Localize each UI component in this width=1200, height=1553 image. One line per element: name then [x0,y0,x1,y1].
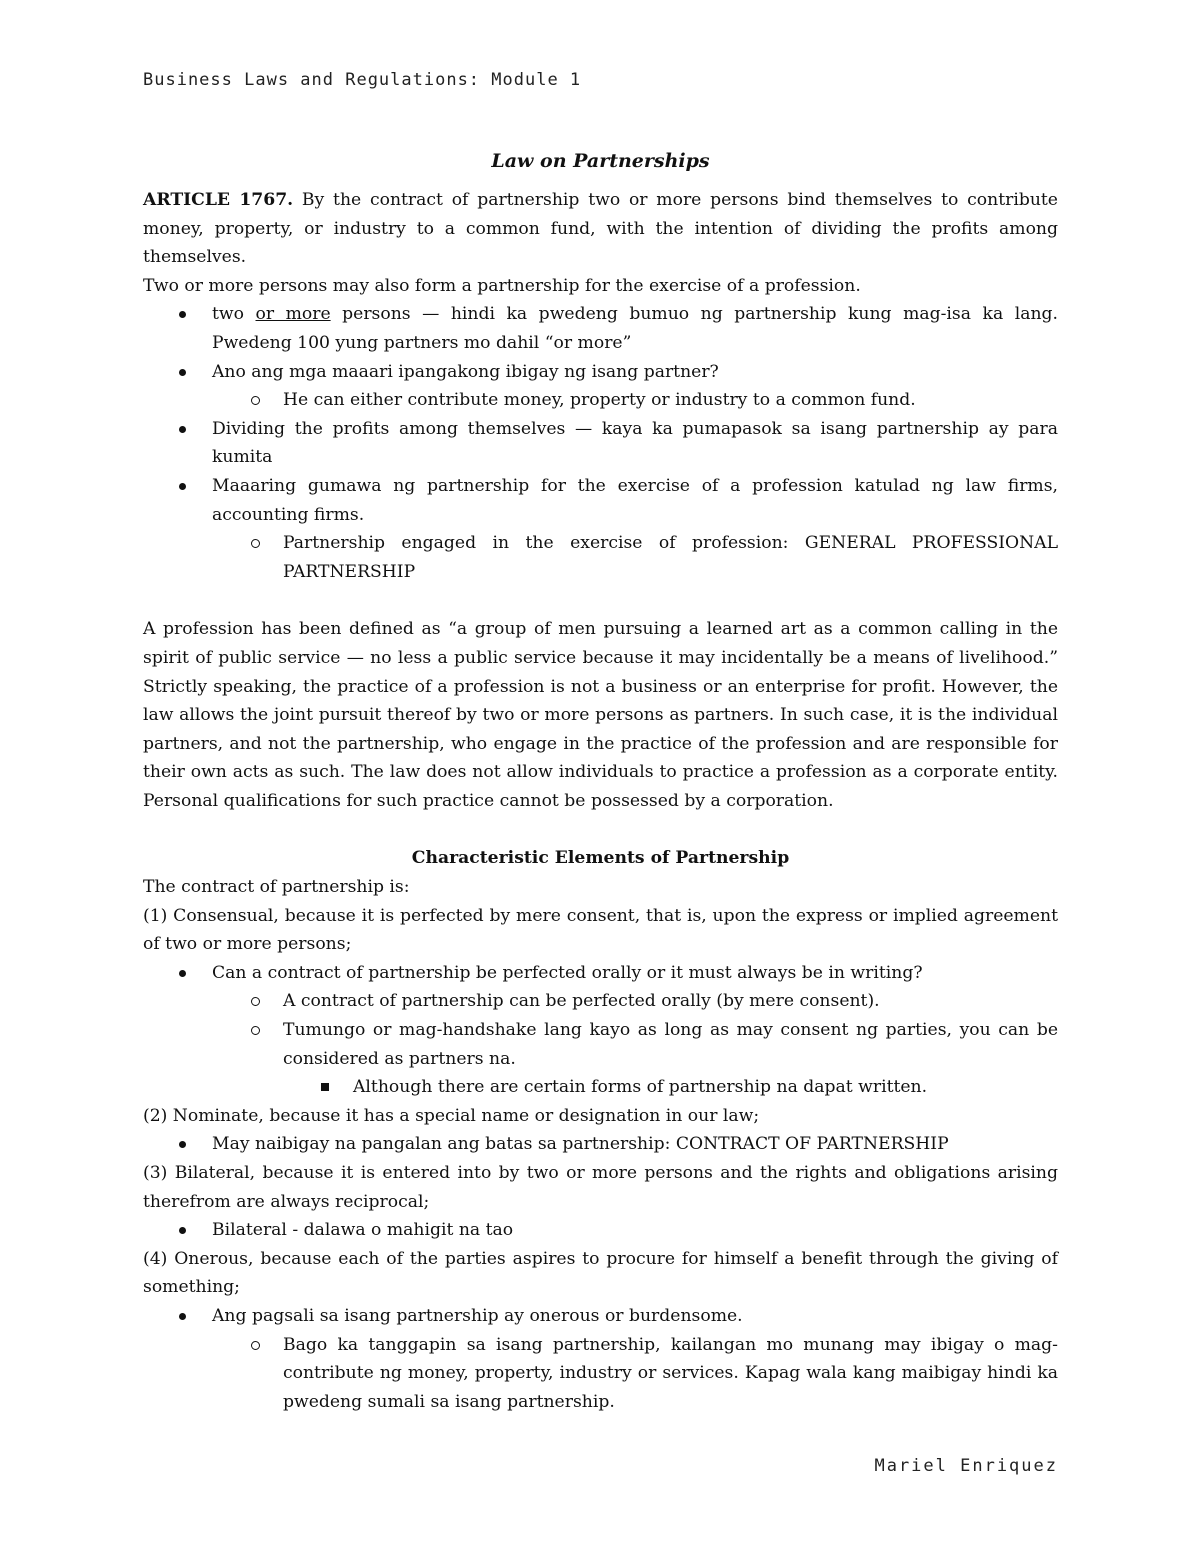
profession-paragraph: A profession has been defined as “a group of men pursuing a learned art as a common calling in the spirit of public service — no less a public service because it may incidentally be a means of livelihood.” Strictly speaking, the practice of a profession is not a business or an enterprise for profit. However, the law allows the joint pursuit thereof by two or more persons as partners. In such case, it is the individual partners, and not the partnership, who engage in the practice of the profession and are responsible for their own acts as such. The law does not allow individuals to practice a profession as a corporate entity. Personal qualifications for such practice cannot be possessed by a corporation. [143,619,1058,811]
page-content [143,146,1058,1416]
element-nominate: (2) Nominate, because it has a special name or designation in our law; [143,1105,760,1126]
bullet-icon [179,426,186,433]
sub-list-item [143,1016,1058,1073]
element-bilateral: (3) Bilateral, because it is entered into by two or more persons and the rights and obligations arising therefrom are always reciprocal; [143,1163,1058,1212]
spacer [143,586,1058,615]
sub-list-item [143,987,1058,1016]
page-header: Business Laws and Regulations: Module 1 [143,70,582,90]
list-item [143,959,1058,988]
list-item [143,1130,1058,1159]
list-item-text: Tumungo or mag-handshake lang kayo as long as may consent ng parties, you can be considered as partners na. [283,1020,1058,1069]
list-item-text: He can either contribute money, property or industry to a common fund. [283,390,916,411]
list-item-text: Bago ka tanggapin sa isang partnership, kailangan mo munang may ibigay o mag-contribute ng money, property, industry or services. Kapag wala kang maibigay hindi ka pwedeng sumali sa isang partnership. [283,1334,1058,1412]
circle-bullet-icon [251,396,260,405]
sub-list-item [143,529,1058,586]
element-onerous: (4) Onerous, because each of the parties aspires to procure for himself a benefit through the giving of something; [143,1248,1058,1298]
bullet-icon [179,970,186,977]
list-item-text: A contract of partnership can be perfected orally (by mere consent). [283,991,880,1012]
list-item-text: persons — hindi ka pwedeng bumuo ng partnership kung mag-isa ka lang. Pwedeng 100 yung partners mo dahil “or more” [212,304,1058,353]
bullet-icon [179,311,186,318]
bullet-icon [179,1227,186,1234]
list-item-text: two [212,304,256,325]
sub-list-item [143,1331,1058,1417]
sub-sub-list-item [143,1073,1058,1102]
page-title: Law on Partnerships [491,150,710,172]
element-consensual: (1) Consensual, because it is perfected by mere consent, that is, upon the express or implied agreement of two or more persons; [143,905,1058,955]
list-item-text: Partnership engaged in the exercise of profession: GENERAL PROFESSIONAL PARTNERSHIP [283,533,1058,582]
bullet-icon [179,1313,186,1320]
article-text: By the contract of partnership two or more persons bind themselves to contribute money, property, or industry to a common fund, with the intention of dividing the profits among themselves. [143,190,1058,268]
page-footer-author: Mariel Enriquez [874,1456,1058,1476]
spacer [143,815,1058,844]
list-item-text: Maaaring gumawa ng partnership for the exercise of a profession katulad ng law firms, accounting firms. [212,475,1058,525]
bullet-icon [179,483,186,490]
list-item-text: Ang pagsali sa isang partnership ay onerous or burdensome. [212,1305,743,1326]
article-label: ARTICLE 1767. [143,190,294,210]
square-bullet-icon [321,1083,329,1091]
list-item-text: Can a contract of partnership be perfected orally or it must always be in writing? [212,962,923,983]
list-item [143,472,1058,529]
circle-bullet-icon [251,539,260,548]
underlined-text: or more [255,304,331,325]
list-item [143,300,1058,357]
list-item-text: Ano ang mga maaari ipangakong ibigay ng isang partner? [212,361,719,382]
list-item-text: Dividing the profits among themselves — kaya ka pumapasok sa isang partnership ay para kumita [212,418,1058,468]
bullet-icon [179,369,186,376]
list-item [143,358,1058,387]
section-intro: The contract of partnership is: [143,877,410,898]
section-heading: Characteristic Elements of Partnership [411,848,790,869]
sub-list-item [143,386,1058,415]
article-line2: Two or more persons may also form a partnership for the exercise of a profession. [143,275,861,296]
list-item-text: Bilateral - dalawa o mahigit na tao [212,1220,514,1241]
list-item-text: Although there are certain forms of partnership na dapat written. [353,1077,928,1098]
circle-bullet-icon [251,1341,260,1350]
list-item-text: May naibigay na pangalan ang batas sa partnership: CONTRACT OF PARTNERSHIP [212,1134,949,1155]
list-item [143,1302,1058,1331]
list-item [143,415,1058,472]
circle-bullet-icon [251,997,260,1006]
article-paragraph [143,186,1058,272]
list-item [143,1216,1058,1245]
circle-bullet-icon [251,1026,260,1035]
bullet-icon [179,1141,186,1148]
